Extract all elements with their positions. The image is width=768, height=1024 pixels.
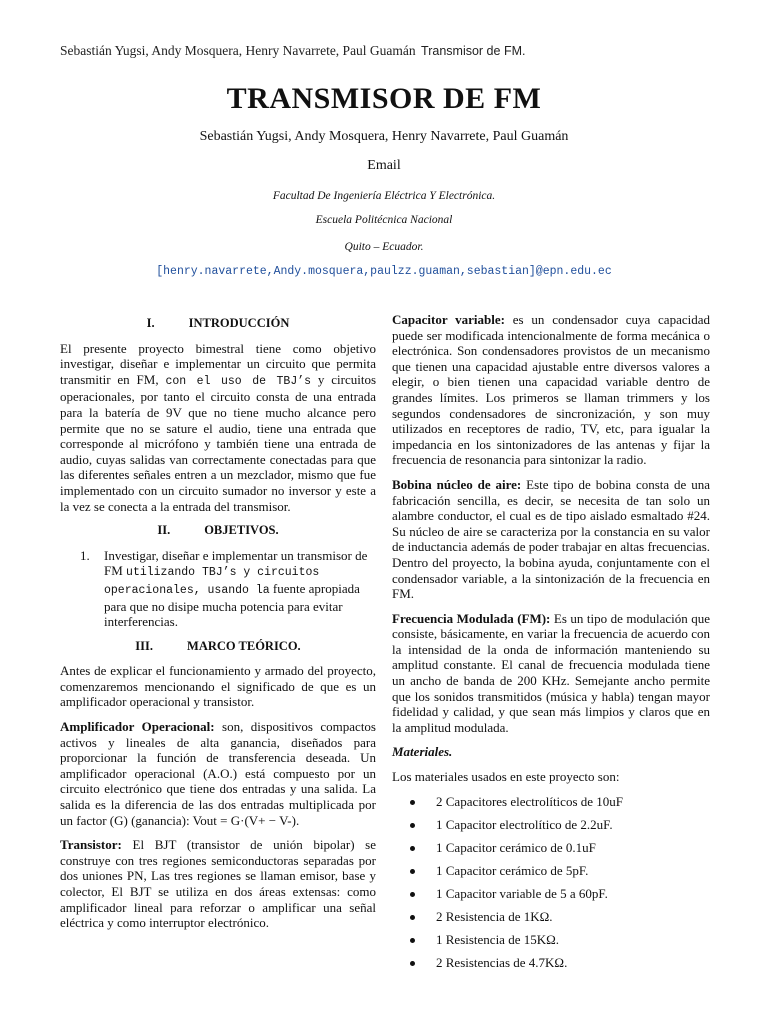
opamp-paragraph: Amplificador Operacional: son, dispositivos compactos activos y lineales de alta ganancia, diseñados para proporcionar la función de transferencia deseada. Un amplificador operacional (A.O.) está compuesto por un circuito electrónico que tiene dos entradas y una salida. La salida es la diferencia de las dos entradas multiplicada por un factor (G) (ganancia): Vout = G·(V+ − V-). bbox=[60, 719, 376, 828]
left-column bbox=[60, 312, 376, 940]
capacitor-paragraph: Capacitor variable: es un condensador cuya capacidad puede ser modificada intencionalmente de forma mecánica o electrónica. Son condensadores provistos de un mecanismo que tienen una capacidad ajustable entre diversos valores a elegir, o bien tienen una capacidad variable dentro de grandes límites. Los primeros se llaman trimmers y los segundos condensadores de sincronización, y son muy utilizados en receptores de radio, TV, etc, para igualar la impedancia en los sintonizadores de las antenas y fijar la frecuencia de resonancia para sintonizar la radio. bbox=[392, 312, 710, 468]
intro-paragraph: El presente proyecto bimestral tiene como objetivo investigar, diseñar e implementar un circuito que permita transmitir en FM, con el uso de TBJ’s y circuitos operacionales, por tanto el circuito consta de una entrada para la batería de 9V que no tiene mucho alcance pero permite que no se sature el audio, tiene una entrada que corresponde al micrófono y también tiene una entrada de audio, cuyas salidas van correctamente conectadas para que las diferentes señales entren a un mezclador, mismo que fue implementado con un circuito sumador no inversor y este a la vez se conecta a la entrada del transmisor. bbox=[60, 340, 377, 514]
list-item: 1 Capacitor electrolítico de 2.2uF. bbox=[392, 817, 710, 833]
list-item: 2 Capacitores electrolíticos de 10uF bbox=[392, 794, 710, 810]
section-heading-theory: III. MARCO TEÓRICO. bbox=[135, 638, 301, 653]
author-list: Sebastián Yugsi, Andy Mosquera, Henry Navarrete, Paul Guamán bbox=[199, 129, 569, 144]
header-running-title: Transmisor de FM. bbox=[421, 44, 526, 58]
list-item: 2 Resistencias de 4.7KΩ. bbox=[392, 955, 710, 971]
materials-intro: Los materiales usados en este proyecto son: bbox=[392, 769, 620, 785]
theory-intro-paragraph: Antes de explicar el funcionamiento y armado del proyecto, comenzaremos mencionando el significado de que es un amplificador operacional y transistor. bbox=[60, 663, 376, 710]
coil-paragraph: Bobina núcleo de aire: Este tipo de bobina consta de una fabricación sencilla, es decir, se necesita de tan solo un alambre conductor, el cual es de tipo aislado esmaltado #24. Su núcleo de aire se caracteriza por la constancia en su valor de inductancia además de poder trabajar en altas frecuencias. Dentro del proyecto, la bobina ayuda, conjuntamente con el condensador variable, a la sintonización de la frecuencia en FM. bbox=[392, 476, 710, 602]
email-label: Email bbox=[367, 158, 401, 173]
affiliation-faculty: Facultad De Ingeniería Eléctrica Y Electrónica. bbox=[272, 190, 496, 202]
list-item: 1 Resistencia de 15KΩ. bbox=[392, 932, 710, 948]
materials-list bbox=[392, 794, 710, 971]
affiliation-city: Quito – Ecuador. bbox=[344, 241, 424, 253]
list-item: 1. Investigar, diseñar e implementar un transmisor de FM utilizando TBJ’s y circuitos operacionales, usando la fuente apropiada para que no disipe mucha potencia para evitar interferencias. bbox=[80, 547, 368, 630]
objectives-list bbox=[60, 548, 376, 630]
section-heading-intro: I. INTRODUCCIÓN bbox=[146, 316, 290, 330]
transistor-paragraph: Transistor: El BJT (transistor de unión bipolar) se construye con tres regiones semiconductoras separadas por dos uniones PN, Las tres regiones se llaman emisor, base y colector, El BJT se utiliza en dos áreas extensas: como amplificador lineal para reforzar o amplificar una señal eléctrica y como interruptor electrónico. bbox=[60, 837, 377, 931]
list-item: 1 Capacitor cerámico de 0.1uF bbox=[392, 840, 710, 856]
affiliation-school: Escuela Politécnica Nacional bbox=[315, 214, 453, 226]
list-item: 1 Capacitor cerámico de 5pF. bbox=[392, 863, 710, 879]
materials-heading: Materiales. bbox=[392, 744, 453, 760]
email-addresses[interactable]: [henry.navarrete,Andy.mosquera,paulzz.guaman,sebastian]@epn.edu.ec bbox=[156, 265, 612, 278]
section-heading-objectives: II. OBJETIVOS. bbox=[157, 523, 279, 538]
running-header bbox=[60, 43, 525, 59]
list-item: 1 Capacitor variable de 5 a 60pF. bbox=[392, 886, 710, 902]
header-authors: Sebastián Yugsi, Andy Mosquera, Henry Navarrete, Paul Guamán bbox=[60, 43, 416, 58]
fm-paragraph: Frecuencia Modulada (FM): Es un tipo de modulación que consiste, básicamente, en variar la frecuencia de acuerdo con la intensidad de la onda de información manteniendo su amplitud constante. El canal de frecuencia modulada tiene un ancho de banda de 200 KHz. Semejante ancho permite que los sonidos transmitidos (música y habla) tengan mayor fidelidad y calidad, y que sean más limpios y claros que en la amplitud modulada. bbox=[392, 610, 711, 735]
paper-title: TRANSMISOR DE FM bbox=[226, 82, 542, 115]
right-column bbox=[392, 312, 710, 978]
list-item: 2 Resistencia de 1KΩ. bbox=[392, 909, 710, 925]
